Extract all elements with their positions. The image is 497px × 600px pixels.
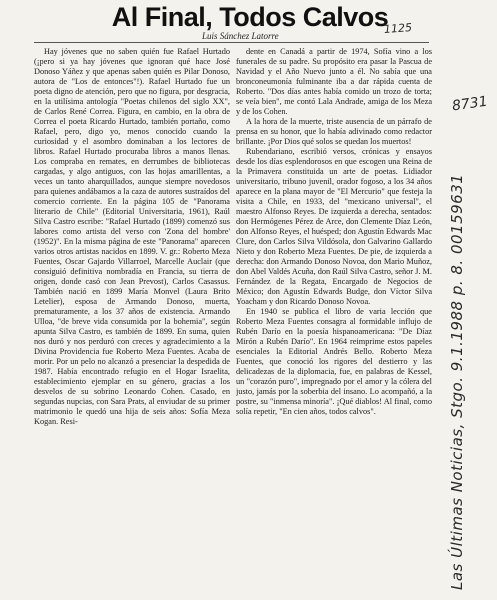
paragraph: En 1940 se publica el libro de varia lección que Roberto Meza Fuentes consagra al formidable influjo de Rubén Darío en la poesía hispanoamericana: "De Díaz Mirón a Rubén Darío". En 1964 reimprime estos papeles esenciales la Editorial Andrés Bello. Roberto Meza Fuentes, que conoció los rigores del destierro y las delicadezas de la diplomacia, fue, en palabras de Kessel, un "corazón puro", impregnado por el amor y la cólera del justo, jamás por la soberbia del insano. Lo acompañó, a la postre, su "inmensa minoría". ¡Qué diablos! Al final, como solía repetir, "En cien años, todos calvos". [236,307,432,416]
headline-rule [34,42,429,43]
paragraph: dente en Canadá a partir de 1974, Sofía vino a los funerales de su padre. Su propósito era pasar la Pascua de Navidad y el Año Nuevo junto a él. No sabía que una bronconeumonía fulminante iba a dar rápida cuenta de Roberto. "Dos días antes había comido un trozo de torta; se veía bien", me contó Lala Andrade, amiga de los Meza y de los Cohen. [236,47,432,116]
article-column-left [34,47,230,595]
article-headline: Al Final, Todos Calvos [111,2,389,32]
paragraph: Hay jóvenes que no saben quién fue Rafael Hurtado (¡pero si ya hay jóvenes que ignoran qué hace José Donoso Yáñez y que apenas saben quién es Pilar Donoso, autora de "Los de entonces"!). Rafael Hurtado fue un poeta digno de atención, pero que no figura, por desgracia, en la utilísima antología "Poetas chilenos del siglo XX", de Carlos René Correa. Figura, en cambio, en la obra de Correa el poeta Ricardo Hurtado, también portaño, como Rafael, pero, digo yo, menos conocido cuando la curiosidad y el asombro dominaban a los lectores de libros. Rafael Hurtado procuraba libros a manos llenas. Los compraba en remates, en derrumbes de bibliotecas cargadas, y algo antiguos, con las hojas amarillentas, a veces un tanto aharquillados, aunque siempre novedosos para quienes andábamos a la caza de autores sustraídos del comercio corriente. En la página 105 de "Panorama literario de Chile" (Editorial Universitaria, 1961), Raúl Silva Castro escribe: "Rafael Hurtado (1899) comenzó sus labores como artista del verso con 'Zona del hombre' (1952)". En la misma página de este "Panorama" aparecen varios otros artistas nacidos en 1899. V. gr.: Roberto Meza Fuentes, Oscar Gajardo Villarroel, Marcelle Auclair (que consiguió definitiva nombradía en Francia, su tierra de origen, donde casó con Jean Prevost), Carlos Casassus. También nació en 1899 María Monvel (Laura Brito Letelier), esposa de Armando Donoso, muerta, prematuramente, a los 37 años de existencia. Armando Ulloa, "de breve vida consumida por la bohemia", según apunta Silva Castro, es también de 1899. En suma, quien nos duró y nos perduró con creces y agradecimiento a la Divina Providencia fue Roberto Meza Fuentes. Acaba de morir. Por un pelo no alcanzó a presenciar la despedida de 1987. Había encontrado refugio en el Hogar Israelita, establecimiento ejemplar en su género, gracias a los desvelos de su sobrino Leonardo Cohen. Casado, en segundas nupcias, con Sara Prats, al enviudar de su primer matrimonio le quedó una hija de seis años: Sofía Meza Kogan. Resi- [34,47,230,426]
handwritten-number-top: 1125 [383,21,413,36]
article-column-right [236,47,432,595]
handwritten-source-citation: Las Últimas Noticias, Stgo. 9.1.1988 p. 8. 00159631 [448,173,466,590]
paragraph: Rubendariano, escribió versos, crónicas y ensayos desde los días esplendorosos en que escogen una Reina de la Primavera constituida un arte de poetas. Lidiador universitario, tribuno juvenil, orador fogoso, a los 34 años aparece en la plana mayor de "El Mercurio" que festeja la visita a Chile, en 1933, del "mexicano universal", el maestro Alfonso Reyes. De izquierda a derecha, sentados: don Hermógenes Pérez de Arce, don Clemente Díaz León, don Alfonso Reyes, el huésped; don Agustín Edwards Mac Clure, don Carlos Silva Vildósola, don Galvarino Gallardo Nieto y don Roberto Meza Fuentes. De pie, de izquierda a derecha: don Armando Donoso Novoa, don Mario Muñoz, don Abel Valdés Acuña, don Raúl Silva Castro, señor J. M. Fernández de la Regata, Encargado de Negocios de México; don Agustín Edwards Budge, don Víctor Silva Yoacham y don Ricardo Donoso Novoa. [236,147,432,306]
article-byline: Luis Sánchez Latorre [202,31,279,41]
paragraph: A la hora de la muerte, triste ausencia de un párrafo de prensa en su honor, que lo había adivinado como redactor brillante. ¡Por Dios qué solos se quedan los muertos! [236,117,432,146]
handwritten-code: 8731 [451,93,489,115]
